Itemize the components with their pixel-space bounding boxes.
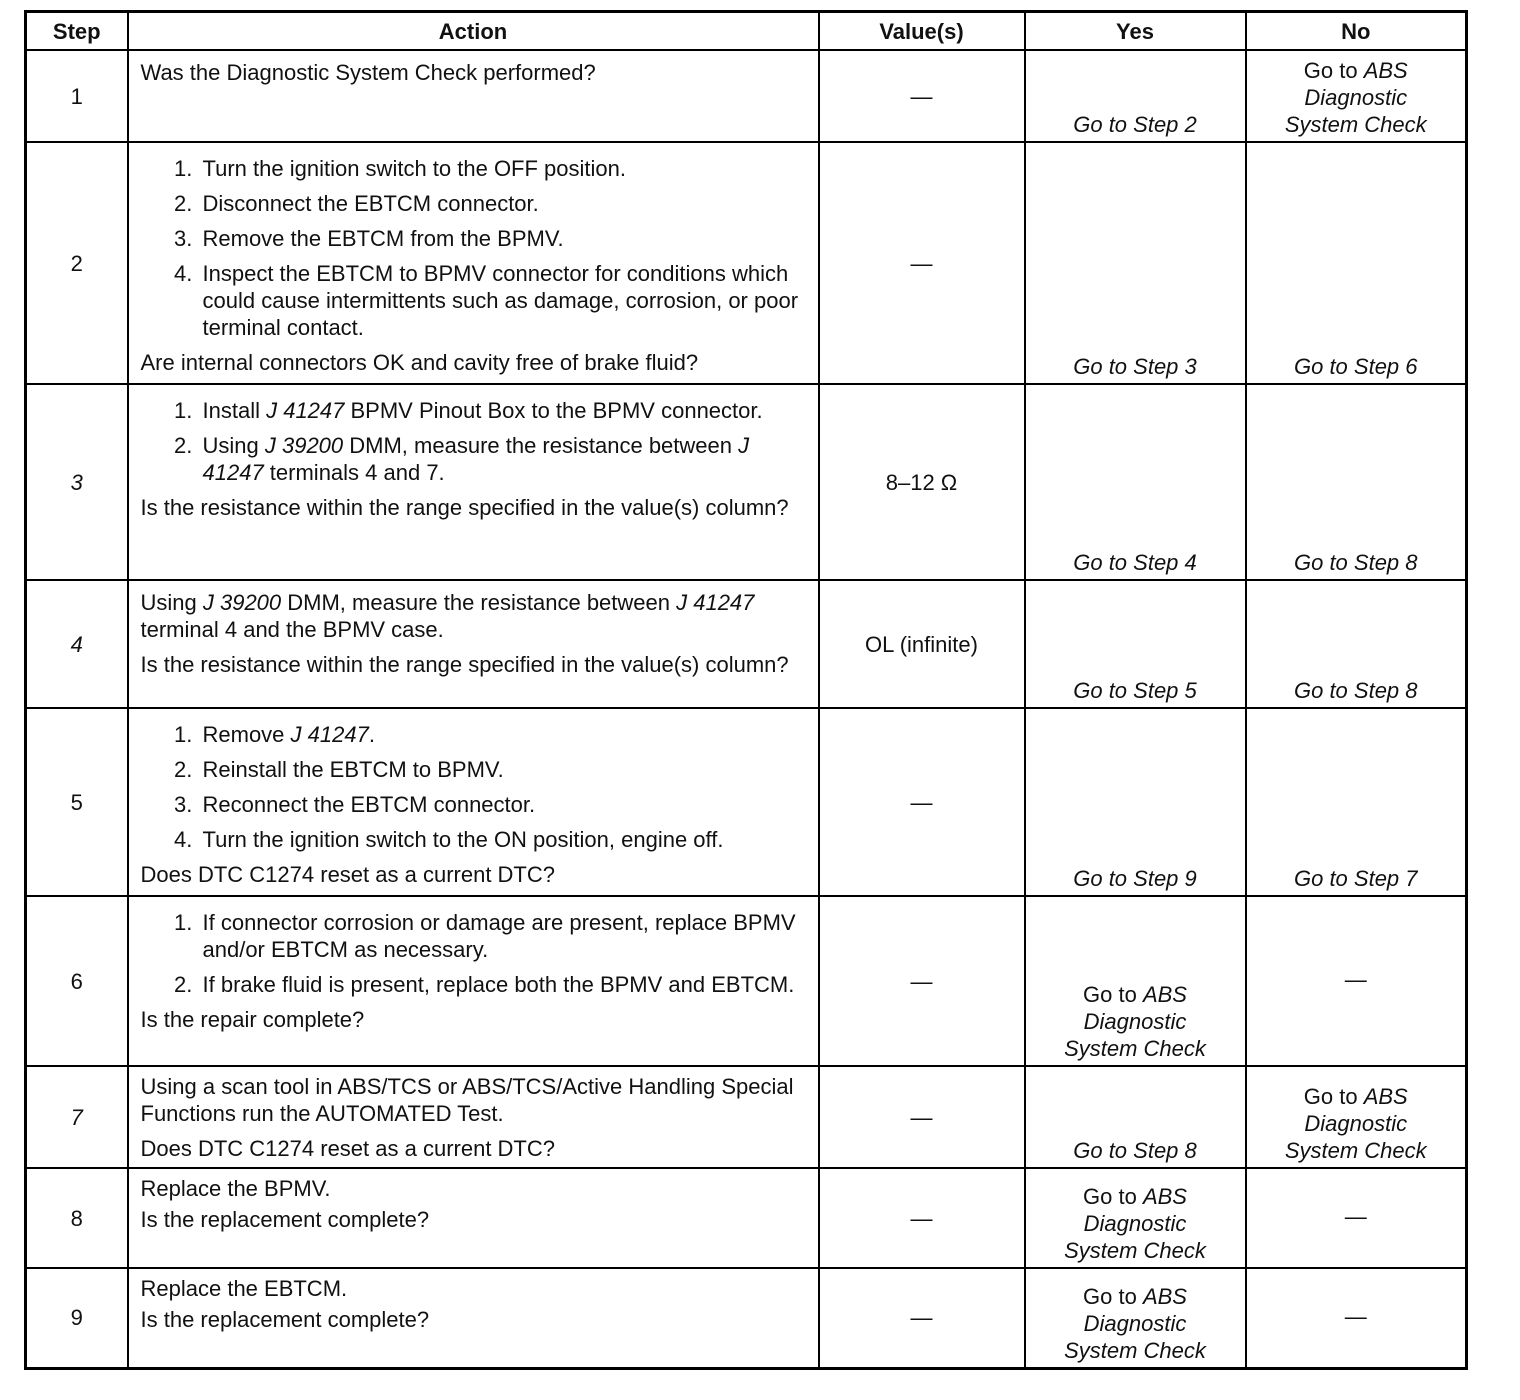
action-instruction: Using a scan tool in ABS/TCS or ABS/TCS/Active Handling Special Functions run the AUTOMATED Test.	[140, 1074, 794, 1126]
step-number: 6	[26, 896, 128, 1066]
text: Using	[140, 590, 203, 615]
step-number: 3	[26, 384, 128, 580]
action-instruction	[141, 589, 808, 643]
value-cell: —	[819, 708, 1025, 896]
action-cell	[128, 50, 819, 142]
yes-link[interactable]: Go to Step 8	[1025, 1066, 1246, 1168]
action-step-item: 4. Turn the ignition switch to the ON position, engine off.	[199, 826, 808, 853]
tool-ref: J 41247	[290, 722, 369, 747]
action-cell	[128, 1268, 819, 1368]
tool-ref: J 41247	[266, 398, 345, 423]
step-number: 2	[26, 142, 128, 384]
header-step: Step	[26, 12, 128, 51]
action-question: Is the replacement complete?	[140, 1307, 430, 1332]
yes-link[interactable]	[1025, 1168, 1246, 1268]
yes-link[interactable]: Go to Step 4	[1025, 384, 1246, 580]
text: terminal 4 and the BPMV case.	[140, 617, 444, 642]
header-yes: Yes	[1025, 12, 1246, 51]
tool-ref: J 39200	[202, 590, 282, 615]
action-steps	[141, 155, 808, 341]
value-cell: —	[819, 1066, 1025, 1168]
action-cell	[128, 384, 819, 580]
action-instruction: Replace the BPMV.	[140, 1176, 331, 1201]
goto-diagnostic: Diagnostic	[1083, 1009, 1187, 1034]
action-step-item: 3. Remove the EBTCM from the BPMV.	[199, 225, 808, 252]
text: DMM, measure the resistance between	[281, 590, 677, 615]
value-cell: —	[819, 50, 1025, 142]
header-row	[26, 12, 1467, 51]
goto-diagnostic: Diagnostic	[1083, 1310, 1187, 1336]
value-cell: —	[819, 1168, 1025, 1268]
table-row	[26, 896, 1467, 1066]
action-step-item: 1. If connector corrosion or damage are present, replace BPMV and/or EBTCM as necessary.	[199, 909, 808, 963]
no-link[interactable]	[1246, 50, 1467, 142]
step-number: 5	[26, 708, 128, 896]
header-values: Value(s)	[819, 12, 1025, 51]
action-cell	[128, 580, 819, 708]
table-row	[26, 1268, 1467, 1368]
yes-link[interactable]: Go to Step 2	[1025, 50, 1246, 142]
text: Install	[202, 398, 267, 423]
text: Using	[202, 433, 265, 458]
action-step-item: 3. Reconnect the EBTCM connector.	[199, 791, 808, 818]
action-question: Does DTC C1274 reset as a current DTC?	[140, 862, 555, 887]
no-link[interactable]	[1246, 1066, 1467, 1168]
value-cell: —	[819, 1268, 1025, 1368]
text: DMM, measure the resistance between	[343, 433, 739, 458]
step-number: 1	[26, 50, 128, 142]
action-question: Is the replacement complete?	[140, 1207, 430, 1232]
no-link[interactable]: Go to Step 7	[1246, 708, 1467, 896]
no-link[interactable]: Go to Step 6	[1246, 142, 1467, 384]
value-cell: —	[819, 896, 1025, 1066]
goto-prefix: Go to	[1303, 1084, 1364, 1109]
goto-diagnostic: Diagnostic	[1304, 1111, 1408, 1136]
tool-ref: J 39200	[264, 433, 344, 458]
no-link: —	[1246, 1268, 1467, 1368]
goto-prefix: Go to	[1083, 982, 1143, 1007]
goto-prefix: Go to	[1083, 1283, 1143, 1309]
table-row	[26, 1066, 1467, 1168]
action-step-item: 2. If brake fluid is present, replace both the BPMV and EBTCM.	[199, 971, 808, 998]
header-no: No	[1246, 12, 1467, 51]
goto-system-check: System Check	[1284, 112, 1427, 137]
text: .	[368, 722, 375, 747]
action-steps	[141, 721, 808, 853]
action-cell	[128, 708, 819, 896]
header-action: Action	[128, 12, 819, 51]
table-row	[26, 580, 1467, 708]
action-cell	[128, 896, 819, 1066]
value-cell: 8–12 Ω	[819, 384, 1025, 580]
goto-diagnostic: Diagnostic	[1083, 1211, 1187, 1236]
goto-system-check: System Check	[1284, 1138, 1427, 1163]
action-question: Are internal connectors OK and cavity free of brake fluid?	[140, 350, 699, 375]
value-cell: —	[819, 142, 1025, 384]
goto-abs: ABS	[1142, 982, 1187, 1007]
action-question: Is the resistance within the range specified in the value(s) column?	[140, 652, 789, 677]
yes-link[interactable]: Go to Step 5	[1025, 580, 1246, 708]
action-cell	[128, 142, 819, 384]
action-step-item: 2. Disconnect the EBTCM connector.	[199, 190, 808, 217]
no-link[interactable]: Go to Step 8	[1246, 580, 1467, 708]
action-step-item	[199, 397, 808, 424]
action-instruction: Replace the EBTCM.	[140, 1276, 348, 1301]
step-number: 4	[26, 580, 128, 708]
goto-diagnostic: Diagnostic	[1304, 85, 1408, 110]
step-number: 9	[26, 1268, 128, 1368]
action-cell	[128, 1066, 819, 1168]
text: Remove	[202, 722, 291, 747]
yes-link[interactable]	[1025, 896, 1246, 1066]
action-step-item	[199, 432, 808, 486]
text: BPMV Pinout Box to the BPMV connector.	[344, 398, 763, 423]
action-cell	[128, 1168, 819, 1268]
yes-link[interactable]	[1025, 1268, 1246, 1368]
goto-system-check: System Check	[1064, 1238, 1206, 1263]
goto-abs: ABS	[1363, 58, 1408, 83]
action-step-item: 1. Turn the ignition switch to the OFF position.	[199, 155, 808, 182]
action-question: Is the resistance within the range specified in the value(s) column?	[140, 495, 789, 520]
action-steps	[141, 397, 808, 486]
action-step-item: 2. Reinstall the EBTCM to BPMV.	[199, 756, 808, 783]
goto-abs: ABS	[1142, 1184, 1187, 1209]
goto-abs: ABS	[1142, 1283, 1187, 1309]
action-step-item	[199, 721, 808, 748]
table-row	[26, 708, 1467, 896]
table-row	[26, 1168, 1467, 1268]
action-steps	[141, 909, 808, 998]
no-link: —	[1246, 1168, 1467, 1268]
goto-prefix: Go to	[1083, 1184, 1143, 1209]
goto-abs: ABS	[1363, 1084, 1408, 1109]
action-step-item: 4. Inspect the EBTCM to BPMV connector for conditions which could cause intermittents such as damage, corrosion, or poor terminal contact.	[199, 260, 808, 341]
goto-system-check: System Check	[1064, 1036, 1206, 1061]
diagnostic-table	[24, 10, 1468, 1370]
yes-link[interactable]: Go to Step 3	[1025, 142, 1246, 384]
action-question: Was the Diagnostic System Check performed?	[140, 60, 596, 85]
table-row	[26, 142, 1467, 384]
no-link[interactable]: Go to Step 8	[1246, 384, 1467, 580]
yes-link[interactable]: Go to Step 9	[1025, 708, 1246, 896]
tool-ref: J 41247	[676, 590, 755, 615]
goto-system-check: System Check	[1064, 1337, 1206, 1363]
value-cell: OL (infinite)	[819, 580, 1025, 708]
goto-prefix: Go to	[1303, 58, 1364, 83]
action-question: Is the repair complete?	[140, 1007, 365, 1032]
step-number: 8	[26, 1168, 128, 1268]
table-row	[26, 384, 1467, 580]
action-question: Does DTC C1274 reset as a current DTC?	[140, 1136, 555, 1161]
step-number: 7	[26, 1066, 128, 1168]
no-link: —	[1246, 896, 1467, 1066]
text: terminals 4 and 7.	[263, 460, 445, 485]
table-row	[26, 50, 1467, 142]
tool-ref: J 41247	[202, 433, 750, 485]
